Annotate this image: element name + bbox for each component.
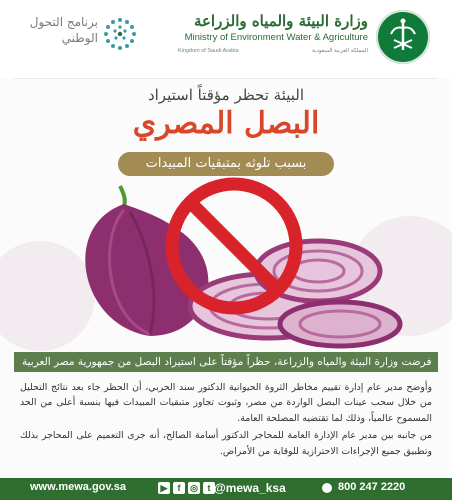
vision-2030-logo-icon xyxy=(100,14,140,54)
headline: البصل المصري xyxy=(132,106,320,141)
ministry-name-block xyxy=(178,12,368,54)
article-body xyxy=(20,380,432,478)
footer-bar xyxy=(0,478,452,500)
phone-number[interactable]: 800 247 2220 xyxy=(338,481,406,493)
kingdom-name-en: Kingdom of Saudi Arabia xyxy=(178,48,239,54)
header xyxy=(0,0,452,78)
twitter-icon[interactable]: t xyxy=(203,482,215,494)
instagram-icon[interactable]: ◎ xyxy=(188,482,200,494)
program-line-1: برنامج التحول xyxy=(29,15,98,29)
caption-bar: فرضت وزارة البيئة والمياه والزراعة، حظراً مؤقتاً على استيراد البصل من جمهورية مصر العربية xyxy=(14,352,438,372)
ministry-subline xyxy=(178,48,368,54)
program-line-2: الوطني xyxy=(61,31,98,45)
phone-icon xyxy=(322,483,332,493)
article-paragraph-2: من جانبه بين مدير عام الإدارة العامة للمحاجر الدكتور أسامة الصالح، أنه جرى التعميم على المحاجر بذلك وتطبيق جميع الإجراءات الاحترازية للوقاية من الأمراض. xyxy=(20,430,432,457)
national-transformation-program xyxy=(10,14,98,46)
header-divider xyxy=(14,78,438,79)
youtube-icon[interactable]: ▶ xyxy=(158,482,170,494)
headline-kicker: البيئة تحظر مؤقتاً استيراد xyxy=(147,86,305,104)
facebook-icon[interactable]: f xyxy=(173,482,185,494)
onion-illustration xyxy=(0,176,452,354)
subhead-pill: بسبب تلوثه بمتبقيات المبيدات xyxy=(118,152,334,176)
social-handle[interactable]: @mewa_ksa xyxy=(214,481,286,495)
website-link[interactable]: www.mewa.gov.sa xyxy=(30,481,126,493)
kingdom-name-ar: المملكة العربية السعودية xyxy=(312,48,368,54)
ministry-name-en: Ministry of Environment Water & Agriculture xyxy=(184,32,368,43)
ministry-name-ar: وزارة البيئة والمياه والزراعة xyxy=(193,12,368,30)
ministry-emblem-icon xyxy=(376,10,430,64)
social-icons xyxy=(158,482,215,494)
article-paragraph-1: وأوضح مدير عام إدارة تقييم مخاطر الثروة الحيوانية الدكتور سند الحربي، أن الحظر جاء بعد نتائج التحليل من خلال سحب عينات البصل الواردة من مصر، وثبوت تجاوز متبقيات المبيدات فيها بنسبة أعلى من الحد المسموح عالمياً، وذلك لما تقتضيه المصلحة العامة. xyxy=(20,382,432,424)
